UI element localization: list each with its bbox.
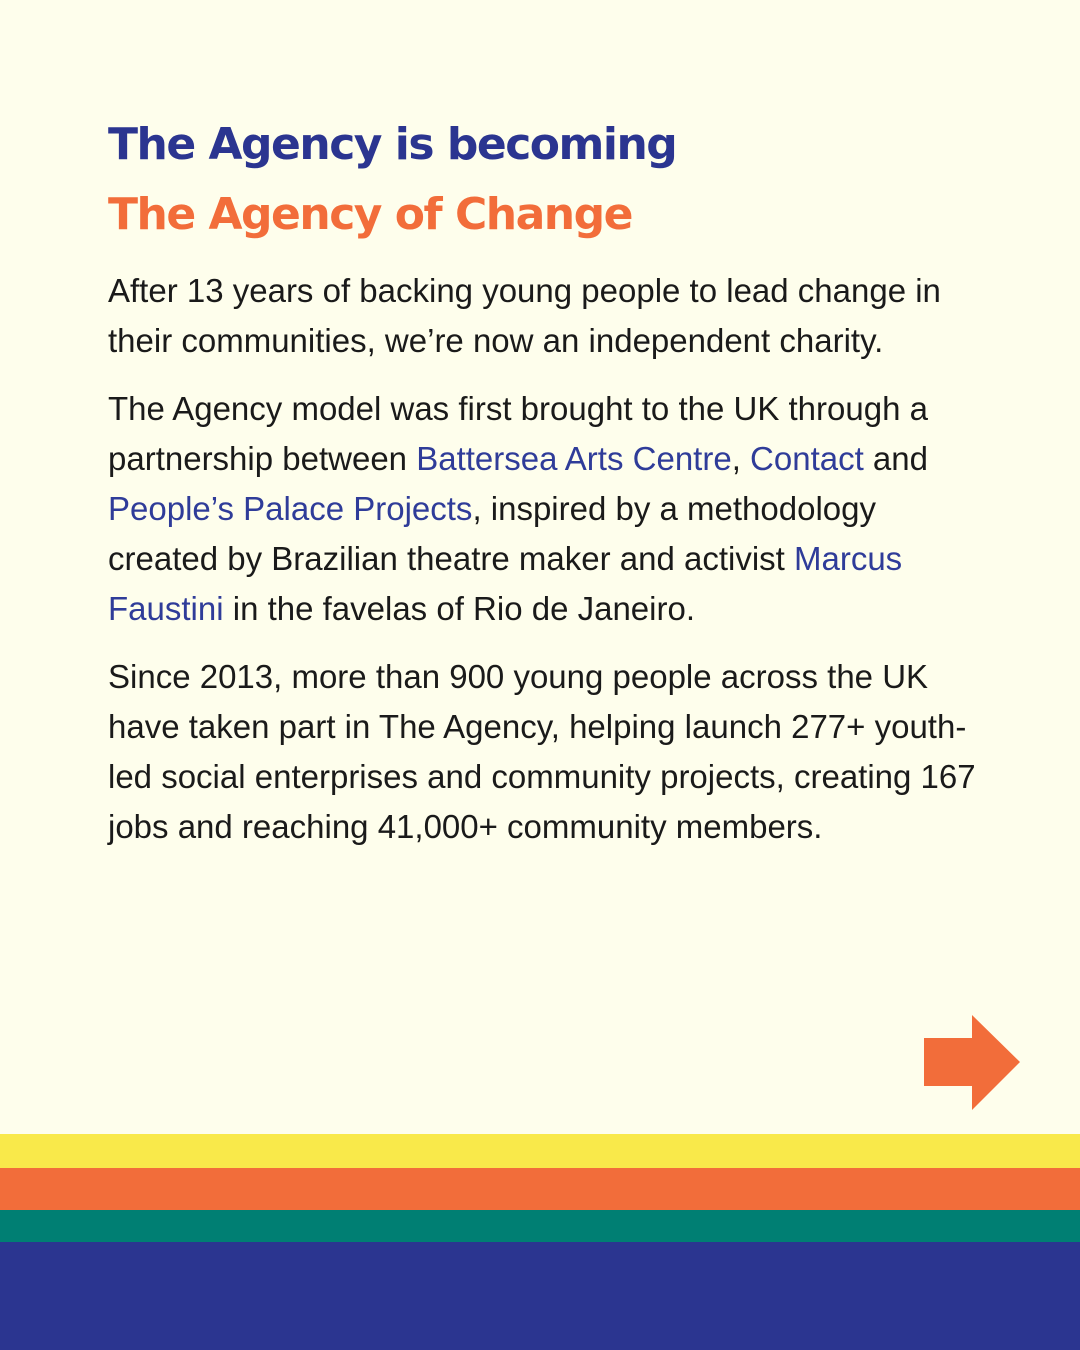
link-marcus-faustini[interactable]: Marcus Faustini <box>108 540 903 627</box>
p2-text-a: The Agency model was first brought to the UK through a partnership between <box>108 390 928 477</box>
stripe-navy <box>0 1242 1080 1350</box>
page-title <box>108 110 676 250</box>
stripe-yellow <box>0 1134 1080 1168</box>
title-line-2: The Agency of Change <box>108 189 632 240</box>
stripe-orange <box>0 1168 1080 1210</box>
p2-text-b: , <box>731 440 751 477</box>
stripe-teal <box>0 1210 1080 1242</box>
paragraph-3: Since 2013, more than 900 young people across the UK have taken part in The Agency, helping launch 277+ youth-led social enterprises and community projects, creating 167 jobs and reaching 41,000+ community members. <box>108 658 976 845</box>
body-text <box>108 266 988 870</box>
link-battersea-arts-centre[interactable]: Battersea Arts Centre <box>416 440 732 477</box>
p2-text-e: in the favelas of Rio de Janeiro. <box>223 590 696 627</box>
arrow-right-icon[interactable] <box>924 1015 1020 1110</box>
paragraph-2 <box>108 384 988 634</box>
p2-text-c: and <box>863 440 928 477</box>
paragraph-1: After 13 years of backing young people to lead change in their communities, we’re now an independent charity. <box>108 272 941 359</box>
link-peoples-palace-projects[interactable]: People’s Palace Projects <box>108 490 473 527</box>
title-line-1: The Agency is becoming <box>108 119 677 170</box>
p2-text-d: , inspired by a methodology created by Brazilian theatre maker and activist <box>108 490 877 577</box>
link-contact[interactable]: Contact <box>750 440 864 477</box>
